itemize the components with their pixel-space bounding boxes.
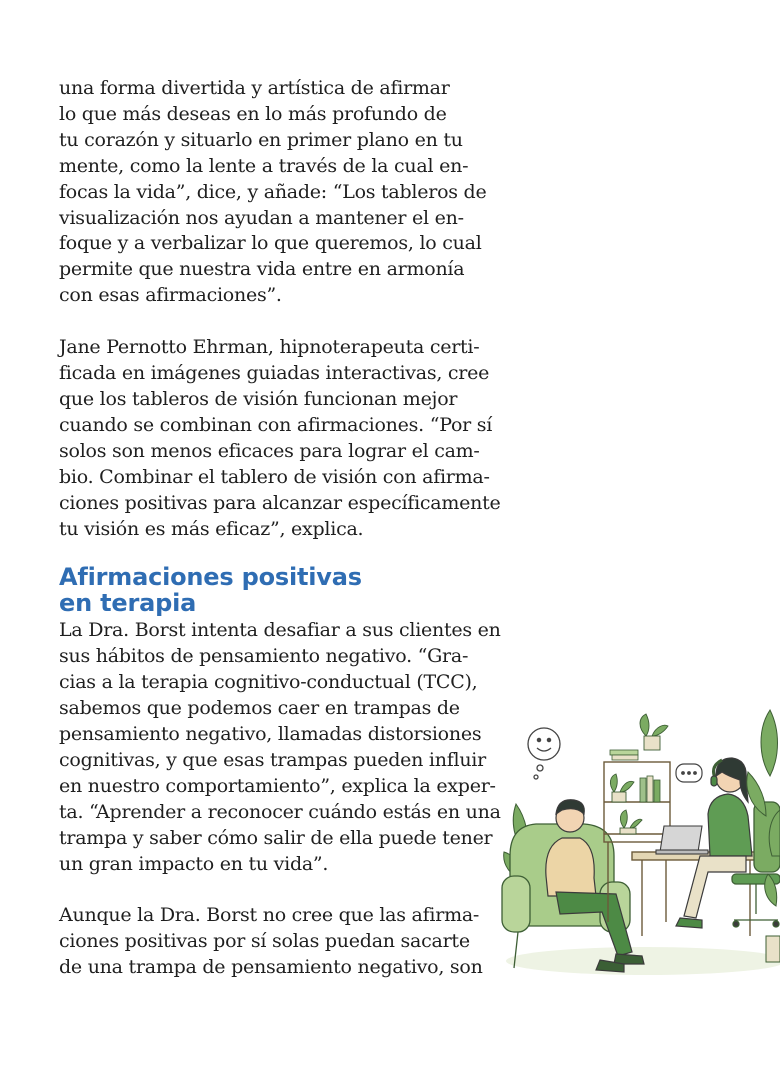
potted-plants-icon bbox=[610, 714, 668, 834]
text-line: un gran impacto en tu vida”. bbox=[59, 852, 329, 875]
paragraph-ehrman bbox=[59, 335, 509, 542]
paragraph-borst-affirmations bbox=[59, 903, 509, 981]
text-line: solos son menos eficaces para lograr el cam- bbox=[59, 439, 480, 462]
text-line: ciones positivas para alcanzar específicamente bbox=[59, 491, 501, 514]
text-line: con esas afirmaciones”. bbox=[59, 284, 282, 307]
paragraph-borst-tcc bbox=[59, 618, 509, 877]
text-line: en nuestro comportamiento”, explica la exper- bbox=[59, 774, 496, 797]
therapy-session-illustration bbox=[496, 706, 780, 986]
text-line: tu corazón y situarlo en primer plano en tu bbox=[59, 128, 463, 151]
paragraph-vision-board-quote bbox=[59, 76, 509, 309]
section-heading bbox=[59, 564, 509, 616]
text-line: permite que nuestra vida entre en armonía bbox=[59, 258, 465, 281]
text-line: Aunque la Dra. Borst no cree que las afirma- bbox=[59, 904, 480, 927]
text-line: pensamiento negativo, llamadas distorsiones bbox=[59, 723, 482, 746]
text-line: lo que más deseas en lo más profundo de bbox=[59, 102, 447, 125]
smiley-thought-bubble-icon bbox=[528, 728, 560, 779]
article-text-column bbox=[59, 76, 509, 981]
text-line: sus hábitos de pensamiento negativo. “Gra- bbox=[59, 645, 469, 668]
text-line: mente, como la lente a través de la cual en- bbox=[59, 154, 469, 177]
heading-line: en terapia bbox=[59, 589, 197, 618]
text-line: que los tableros de visión funcionan mejor bbox=[59, 387, 458, 410]
text-line: focas la vida”, dice, y añade: “Los tableros de bbox=[59, 180, 487, 203]
text-line: sabemos que podemos caer en trampas de bbox=[59, 697, 460, 720]
text-line: ficada en imágenes guiadas interactivas, cree bbox=[59, 362, 490, 385]
text-line: visualización nos ayudan a mantener el en- bbox=[59, 206, 464, 229]
text-line: cuando se combinan con afirmaciones. “Por sí bbox=[59, 413, 493, 436]
text-line: de una trampa de pensamiento negativo, son bbox=[59, 956, 483, 979]
text-line: ta. “Aprender a reconocer cuándo estás en una bbox=[59, 800, 501, 823]
text-line: tu visión es más eficaz”, explica. bbox=[59, 517, 364, 540]
text-line: bio. Combinar el tablero de visión con afirma- bbox=[59, 465, 490, 488]
text-line: una forma divertida y artística de afirmar bbox=[59, 77, 450, 99]
text-line: trampa y saber cómo salir de ella puede tener bbox=[59, 826, 493, 849]
text-line: foque y a verbalizar lo que queremos, lo cual bbox=[59, 232, 482, 255]
text-line: ciones positivas por sí solas puedan sacarte bbox=[59, 930, 470, 953]
chat-bubble-icon bbox=[676, 764, 702, 782]
text-line: La Dra. Borst intenta desafiar a sus clientes en bbox=[59, 619, 501, 642]
laptop-icon bbox=[656, 826, 708, 854]
text-line: cias a la terapia cognitivo-conductual (TCC), bbox=[59, 671, 478, 694]
heading-line: Afirmaciones positivas bbox=[59, 563, 362, 592]
text-line: Jane Pernotto Ehrman, hipnoterapeuta certi- bbox=[59, 336, 480, 359]
text-line: cognitivas, y que esas trampas pueden influir bbox=[59, 748, 486, 771]
